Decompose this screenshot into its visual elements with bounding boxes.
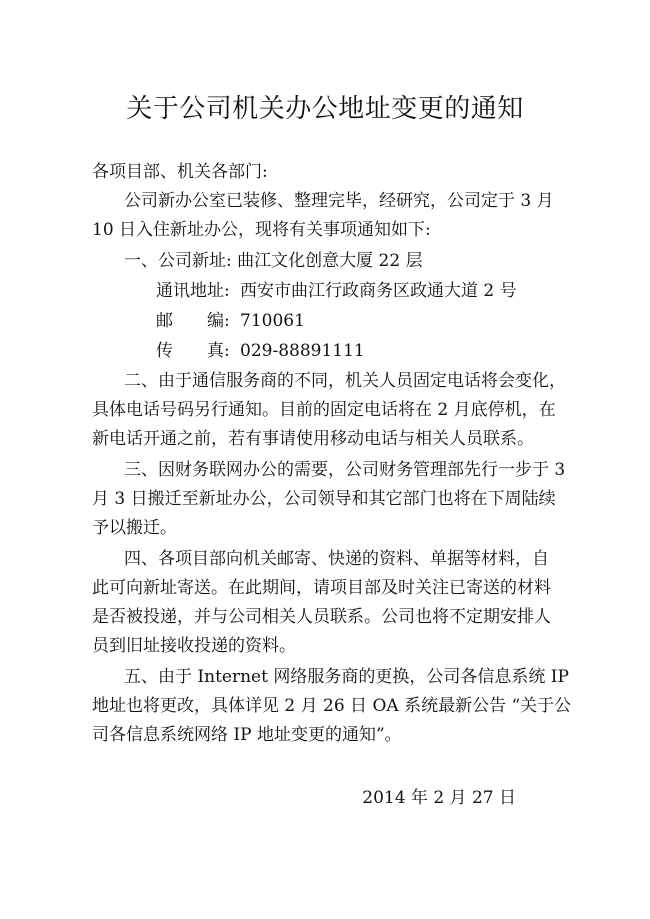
section2-line-1: 二、由于通信服务商的不同，机关人员固定电话将会变化， [124, 371, 566, 391]
intro-line-2: 10 日入住新址办公，现将有关事项通知如下: [92, 220, 431, 240]
section4-line-3: 是否被投递，并与公司相关人员联系。公司也将不定期安排人 [92, 607, 551, 627]
document-title: 关于公司机关办公地址变更的通知 [126, 94, 524, 124]
section3-line-2: 月 3 日搬迁至新址办公，公司领导和其它部门也将在下周陆续 [92, 489, 556, 509]
fax-value: 029-88891111 [240, 341, 365, 361]
section4-line-2: 此可向新址寄送。在此期间，请项目部及时关注已寄送的材料 [92, 578, 551, 598]
section5-line-2: 地址也将更改，具体详见 2 月 26 日 OA 系统最新公告 “关于公 [92, 696, 572, 716]
salutation: 各项目部、机关各部门: [92, 162, 268, 182]
section4-line-1: 四、各项目部向机关邮寄、快递的资料、单据等材料，自 [124, 549, 549, 569]
section5-line-3: 司各信息系统网络 IP 地址变更的通知”。 [92, 725, 402, 745]
zip-row [156, 313, 305, 330]
section4-line-4: 员到旧址接收投递的资料。 [92, 636, 296, 656]
intro-line-1: 公司新办公室已装修、整理完毕，经研究，公司定于 3 月 [124, 191, 554, 211]
address-row [156, 283, 517, 300]
zip-label: 邮 编: [156, 311, 230, 331]
zip-value: 710061 [240, 311, 305, 331]
section2-line-2: 具体电话号码另行通知。目前的固定电话将在 2 月底停机，在 [92, 400, 556, 420]
document-date: 2014 年 2 月 27 日 [362, 788, 516, 808]
section3-line-1: 三、因财务联网办公的需要，公司财务管理部先行一步于 3 [124, 460, 566, 480]
section3-line-3: 予以搬迁。 [92, 518, 177, 538]
address-value: 西安市曲江行政商务区政通大道 2 号 [240, 281, 517, 301]
section2-line-3: 新电话开通之前，若有事请使用移动电话与相关人员联系。 [92, 429, 534, 449]
section5-line-1: 五、由于 Internet 网络服务商的更换，公司各信息系统 IP [124, 667, 569, 687]
section1-heading: 一、公司新址: 曲江文化创意大厦 22 层 [124, 251, 423, 271]
fax-label: 传 真: [156, 341, 230, 361]
address-label: 通讯地址: [156, 281, 230, 301]
fax-row [156, 343, 365, 360]
